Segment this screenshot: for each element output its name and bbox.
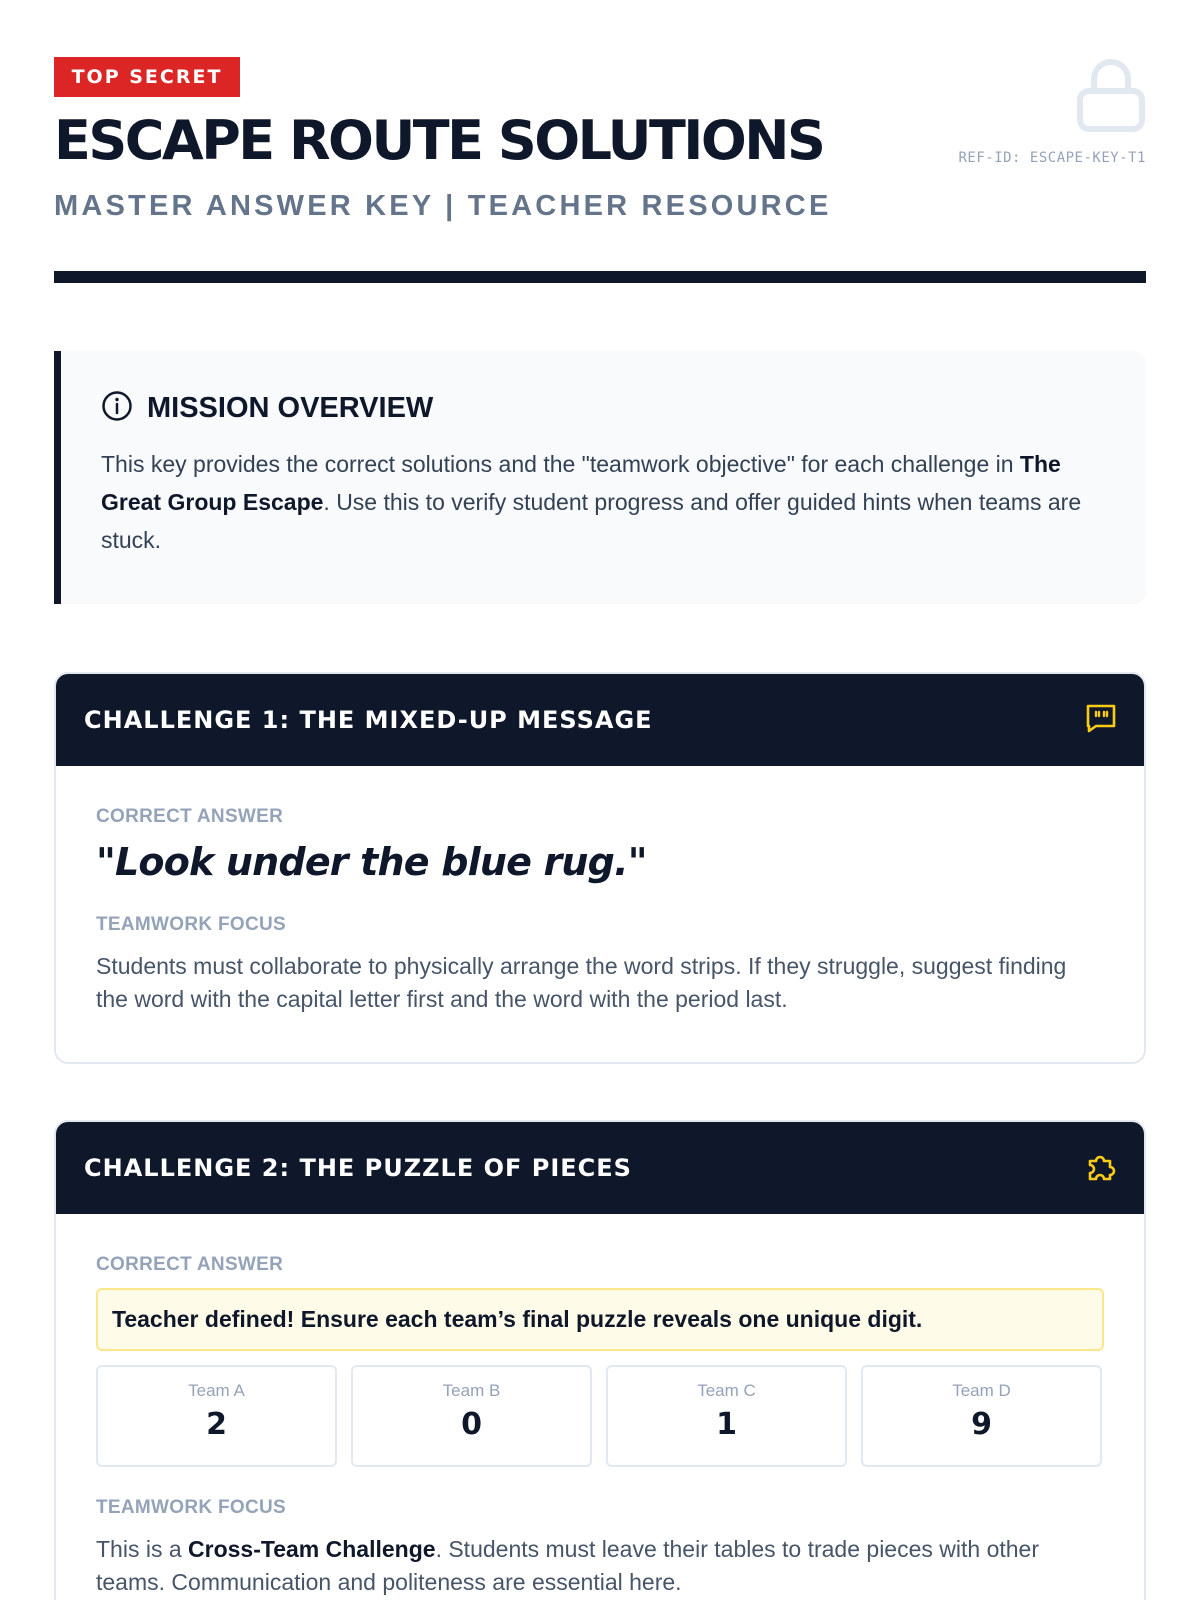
team-card-c [606, 1365, 847, 1467]
challenge-header [56, 674, 1144, 766]
focus-text-part: This is a [96, 1536, 189, 1562]
mission-overview [54, 351, 1146, 604]
overview-heading [101, 391, 1106, 425]
lock-icon [1076, 57, 1146, 133]
focus-text-part: . Students must leave their tables to trade pieces with other teams. Communication and politeness are essential here. [96, 1536, 1039, 1595]
reference-id: REF-ID: ESCAPE-KEY-T1 [958, 150, 1146, 166]
teamwork-focus-label: TEAMWORK FOCUS [96, 1497, 286, 1518]
message-quote-icon [1084, 702, 1118, 739]
overview-text [101, 445, 1101, 559]
overview-title: MISSION OVERVIEW [147, 391, 434, 424]
teamwork-focus-text: Students must collaborate to physically arrange the word strips. If they struggle, suggest finding the word with the capital letter first and the word with the period last. [96, 953, 1067, 1012]
challenge-header [56, 1122, 1144, 1214]
overview-text-part: . Use this to verify student progress and offer guided hints when teams are stuck. [101, 489, 1082, 553]
team-name: Team C [697, 1381, 756, 1400]
challenge-body [56, 766, 1144, 1016]
team-digit: 9 [971, 1407, 992, 1442]
top-secret-badge: TOP SECRET [54, 57, 240, 97]
team-name: Team A [188, 1381, 245, 1400]
team-digit: 2 [206, 1407, 227, 1442]
overview-text-part: This key provides the correct solutions and the "teamwork objective" for each challenge in [101, 451, 1020, 477]
overview-game-name: The Great Group Escape [101, 451, 1061, 515]
page-subtitle: MASTER ANSWER KEY | TEACHER RESOURCE [54, 190, 832, 222]
teamwork-focus-label: TEAMWORK FOCUS [96, 914, 286, 935]
team-digit: 0 [461, 1407, 482, 1442]
team-digits [96, 1365, 1104, 1467]
answer-label: CORRECT ANSWER [96, 806, 284, 827]
answer-label: CORRECT ANSWER [96, 1254, 284, 1275]
team-card-a [96, 1365, 337, 1467]
challenge-card-2 [54, 1120, 1146, 1600]
challenge-title: CHALLENGE 2: THE PUZZLE OF PIECES [84, 1154, 632, 1182]
challenge-body [56, 1214, 1144, 1599]
team-name: Team B [442, 1381, 501, 1400]
info-icon [101, 390, 133, 427]
challenge-card-1 [54, 672, 1146, 1064]
page-title: ESCAPE ROUTE SOLUTIONS [54, 109, 824, 172]
team-card-b [351, 1365, 592, 1467]
team-card-d [861, 1365, 1102, 1467]
team-digit: 1 [716, 1407, 737, 1442]
header [54, 0, 1146, 283]
correct-answer: "Look under the blue rug." [96, 840, 647, 884]
challenge-title: CHALLENGE 1: THE MIXED-UP MESSAGE [84, 706, 653, 734]
answer-key-page [54, 0, 1146, 1595]
cross-team-label: Cross-Team Challenge [188, 1536, 436, 1562]
team-name: Team D [952, 1381, 1011, 1400]
teacher-note: Teacher defined! Ensure each team’s final puzzle reveals one unique digit. [96, 1288, 1104, 1351]
teamwork-focus-text [96, 1533, 1104, 1599]
header-divider [54, 271, 1146, 283]
puzzle-icon [1084, 1149, 1118, 1188]
